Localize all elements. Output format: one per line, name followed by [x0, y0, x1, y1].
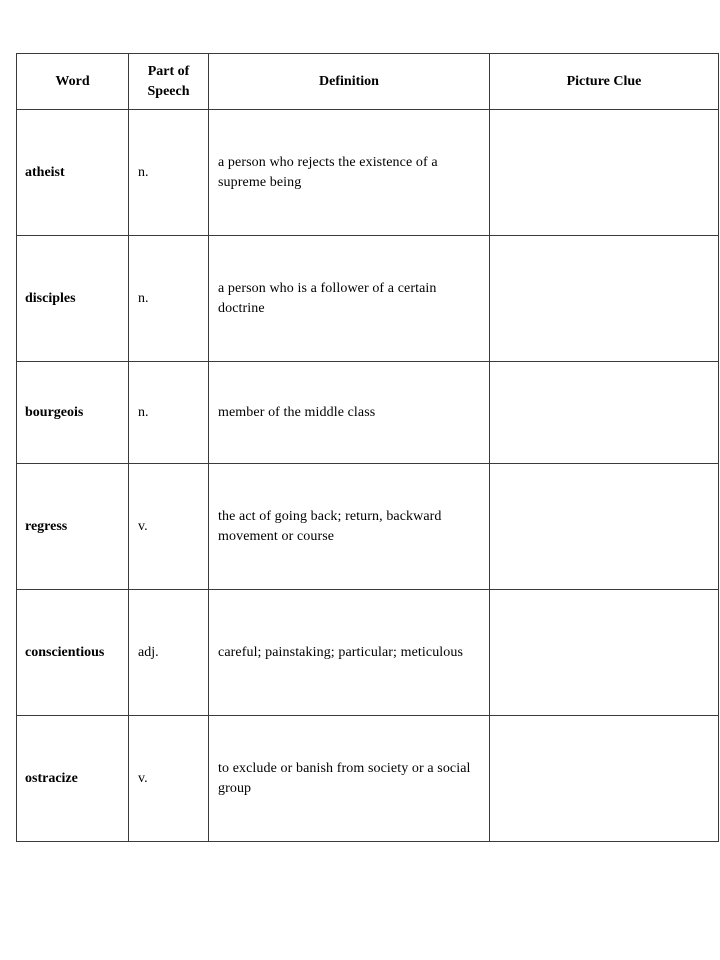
table-row	[17, 236, 719, 362]
word-cell: disciples	[17, 236, 129, 362]
table-row	[17, 362, 719, 464]
part-of-speech-cell: v.	[129, 464, 209, 590]
word-cell: ostracize	[17, 716, 129, 842]
definition-cell: to exclude or banish from society or a social group	[209, 716, 490, 842]
header-picture-clue: Picture Clue	[490, 54, 719, 110]
header-part-of-speech: Part of Speech	[129, 54, 209, 110]
table-row	[17, 110, 719, 236]
table-row	[17, 590, 719, 716]
header-word: Word	[17, 54, 129, 110]
definition-cell: a person who is a follower of a certain doctrine	[209, 236, 490, 362]
picture-clue-cell[interactable]	[490, 236, 719, 362]
word-cell: bourgeois	[17, 362, 129, 464]
word-cell: conscientious	[17, 590, 129, 716]
picture-clue-cell[interactable]	[490, 464, 719, 590]
table-header	[17, 54, 719, 110]
picture-clue-cell[interactable]	[490, 716, 719, 842]
definition-cell: the act of going back; return, backward movement or course	[209, 464, 490, 590]
word-cell: atheist	[17, 110, 129, 236]
word-cell: regress	[17, 464, 129, 590]
part-of-speech-cell: n.	[129, 236, 209, 362]
definition-cell: careful; painstaking; particular; meticulous	[209, 590, 490, 716]
table-row	[17, 716, 719, 842]
table-body	[17, 110, 719, 842]
table-row	[17, 464, 719, 590]
picture-clue-cell[interactable]	[490, 590, 719, 716]
definition-cell: member of the middle class	[209, 362, 490, 464]
part-of-speech-cell: n.	[129, 110, 209, 236]
part-of-speech-cell: adj.	[129, 590, 209, 716]
part-of-speech-cell: n.	[129, 362, 209, 464]
header-row	[17, 54, 719, 110]
definition-cell: a person who rejects the existence of a supreme being	[209, 110, 490, 236]
vocabulary-table	[16, 53, 719, 842]
header-definition: Definition	[209, 54, 490, 110]
picture-clue-cell[interactable]	[490, 110, 719, 236]
part-of-speech-cell: v.	[129, 716, 209, 842]
picture-clue-cell[interactable]	[490, 362, 719, 464]
